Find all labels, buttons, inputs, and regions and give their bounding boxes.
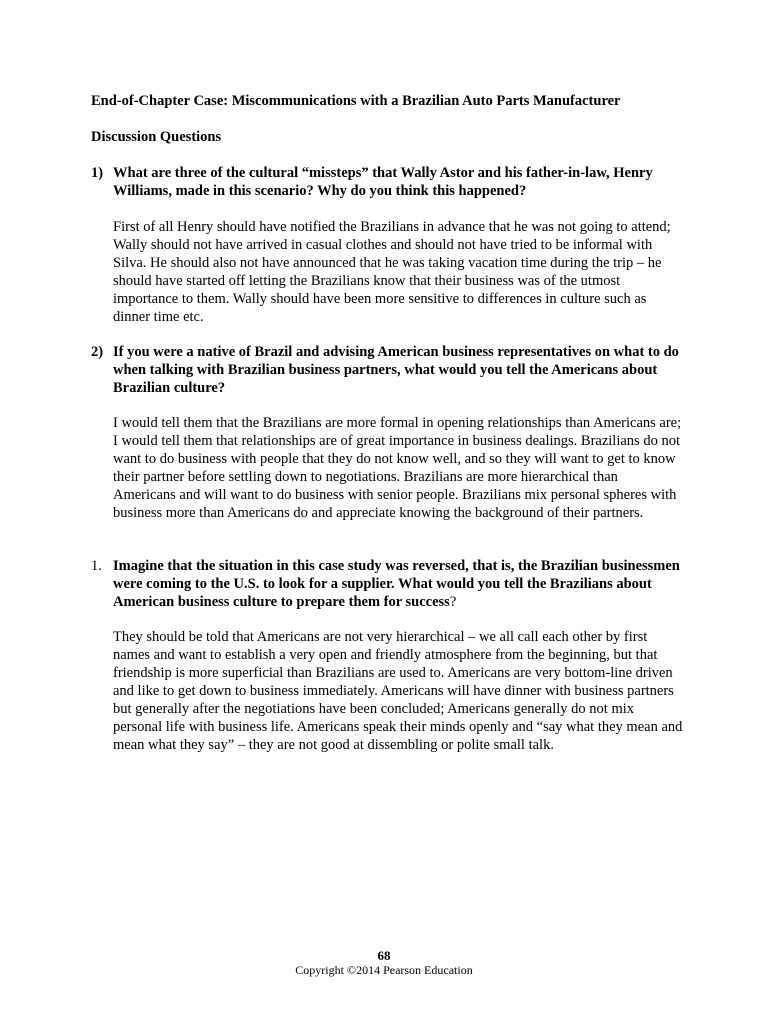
answer-3: They should be told that Americans are not very hierarchical – we all call each other by first names and want to establish a very open and friendly atmosphere from the beginning, but that friendship is more superficial than Brazilians are used to. Americans are very bottom-line driven and like to get down to business immediately. Americans will have dinner with business partners but generally after the negotiations have been concluded; Americans generally do not mix personal life with business life. Americans speak their minds openly and “say what they mean and mean what they say” – they are not good at dissembling or polite small talk. xyxy=(113,629,683,753)
section-heading: Discussion Questions xyxy=(91,129,222,145)
case-title: End-of-Chapter Case: Miscommunications with a Brazilian Auto Parts Manufacturer xyxy=(91,93,621,109)
question-text: If you were a native of Brazil and advising American business representatives on what to do when talking with Brazilian business partners, what would you tell the Americans about Brazilian culture? xyxy=(113,344,679,396)
question-number: 1) xyxy=(91,165,104,181)
question-3 xyxy=(91,557,691,611)
answer-1: First of all Henry should have notified the Brazilians in advance that he was not going to attend; Wally should not have arrived in casual clothes and should not have tried to be informal with Silva. He should also not have announced that he was taking vacation time during the trip – he should have started off letting the Brazilians know that their business was of the utmost importance to them. Wally should have been more sensitive to differences in culture such as dinner time etc. xyxy=(113,219,671,325)
page-number: 68 xyxy=(377,948,391,963)
question-1 xyxy=(91,164,691,200)
answer-2: I would tell them that the Brazilians are more formal in opening relationships than Americans are; I would tell them that relationships are of great importance in business dealings. Brazilians do not want to do business with people that they do not know well, and so they will want to get to know their partner before settling down to negotiations. Brazilians are more hierarchical than Americans and will want to do business with senior people. Brazilians mix personal spheres with business more than Americans do and appreciate knowing the background of their partners. xyxy=(113,415,682,521)
question-2 xyxy=(91,343,691,397)
question-number: 1. xyxy=(91,558,102,574)
copyright-notice: Copyright ©2014 Pearson Education xyxy=(295,963,473,977)
question-number: 2) xyxy=(91,344,104,360)
question-text: What are three of the cultural “missteps” that Wally Astor and his father-in-law, Henry Williams, made in this scenario? Why do you think this happened? xyxy=(113,165,653,199)
question-text: Imagine that the situation in this case study was reversed, that is, the Brazilian businessmen were coming to the U.S. to look for a supplier. What would you tell the Brazilians about American business culture to prepare them for success? xyxy=(113,558,680,610)
